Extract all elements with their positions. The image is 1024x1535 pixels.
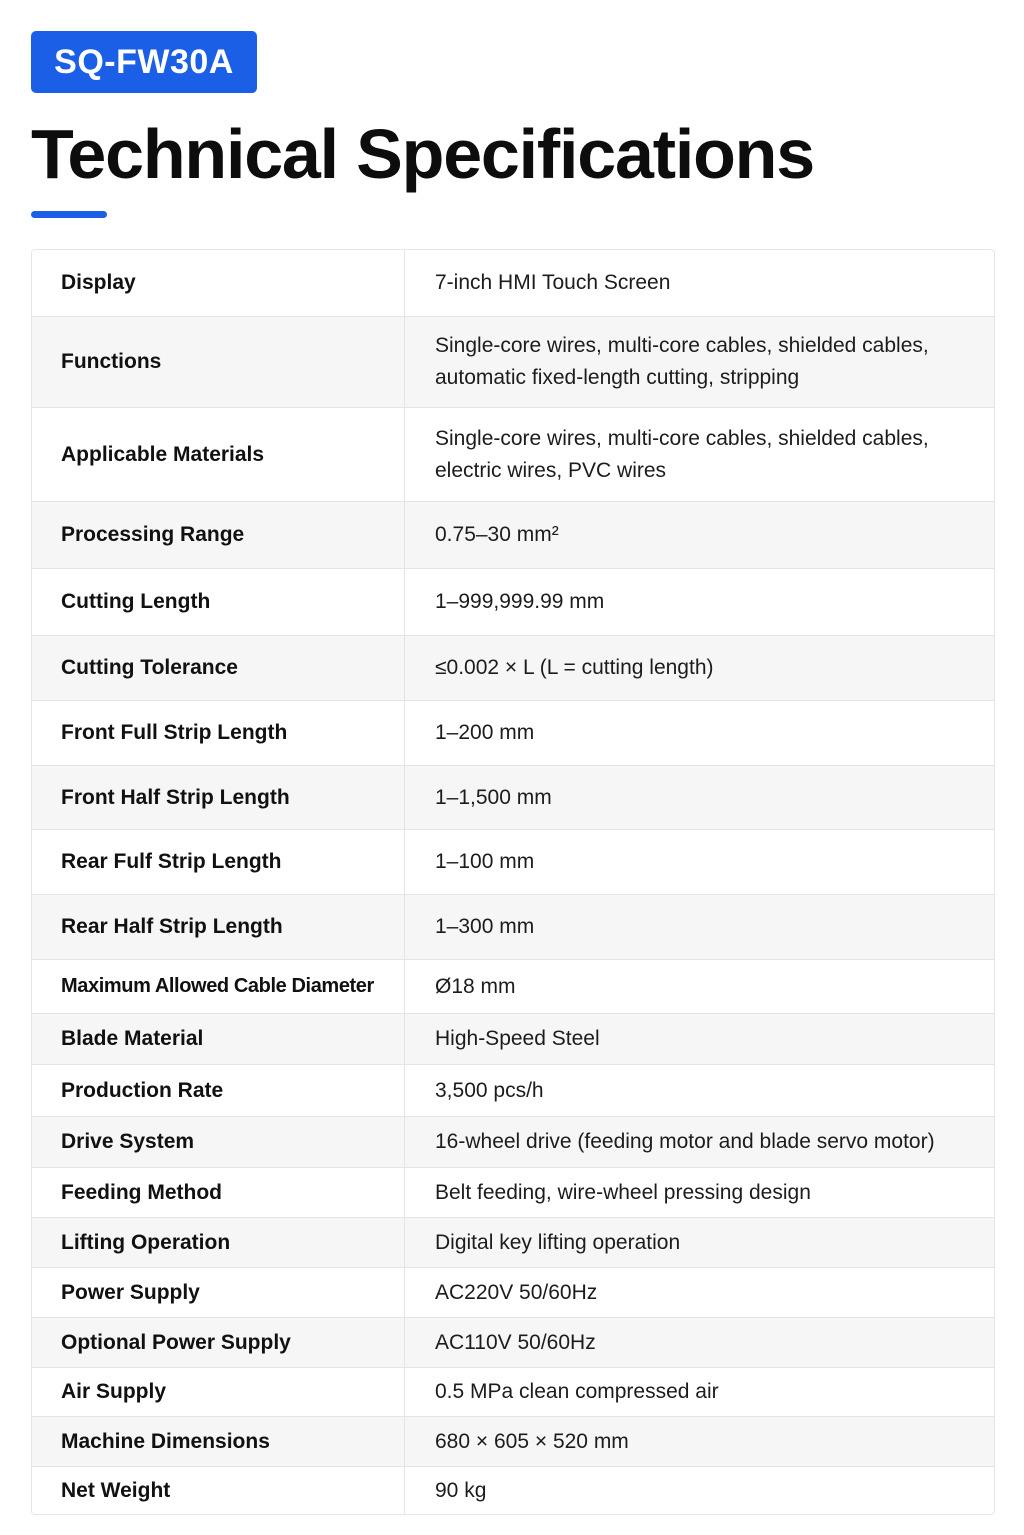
spec-label: Feeding Method — [32, 1168, 405, 1217]
spec-label: Applicable Materials — [32, 408, 405, 501]
spec-label: Rear Half Strip Length — [32, 895, 405, 959]
spec-row-rear-half-strip — [32, 894, 994, 959]
spec-value: AC220V 50/60Hz — [435, 1280, 598, 1304]
spec-value: Single-core wires, multi-core cables, shielded cables, electric wires, PVC wires — [435, 426, 929, 482]
spec-label: Production Rate — [32, 1065, 405, 1116]
spec-value: 1–200 mm — [435, 721, 535, 744]
spec-value: Belt feeding, wire-wheel pressing design — [435, 1180, 811, 1204]
spec-label: Optional Power Supply — [32, 1318, 405, 1367]
page-title: Technical Specifications — [31, 115, 814, 193]
spec-label: Maximum Allowed Cable Diameter — [32, 960, 405, 1013]
spec-value: 0.5 MPa clean compressed air — [435, 1380, 719, 1403]
spec-value: 16-wheel drive (feeding motor and blade servo motor) — [435, 1130, 935, 1153]
spec-row-drive-system — [32, 1116, 994, 1167]
spec-value: 1–1,500 mm — [435, 785, 552, 809]
spec-row-feeding-method — [32, 1167, 994, 1217]
spec-row-lifting-operation — [32, 1217, 994, 1267]
spec-value: Ø18 mm — [435, 974, 516, 998]
spec-label: Net Weight — [32, 1467, 405, 1514]
spec-value: 7-inch HMI Touch Screen — [435, 271, 671, 294]
spec-value: 90 kg — [435, 1478, 487, 1502]
spec-label: Front Half Strip Length — [32, 766, 405, 829]
spec-label: Air Supply — [32, 1368, 405, 1416]
spec-label: Cutting Length — [32, 569, 405, 635]
spec-label: Rear Fulf Strip Length — [32, 830, 405, 894]
title-underline — [31, 211, 107, 218]
spec-row-production-rate — [32, 1064, 994, 1116]
spec-label: Drive System — [32, 1117, 405, 1167]
spec-row-net-weight — [32, 1466, 994, 1514]
spec-row-applicable-materials — [32, 407, 994, 501]
spec-label: Lifting Operation — [32, 1218, 405, 1267]
spec-row-blade-material — [32, 1013, 994, 1064]
spec-value: 3,500 pcs/h — [435, 1078, 544, 1102]
spec-label: Power Supply — [32, 1268, 405, 1317]
spec-row-optional-power-supply — [32, 1317, 994, 1367]
spec-label: Front Full Strip Length — [32, 701, 405, 765]
spec-row-power-supply — [32, 1267, 994, 1317]
spec-value: 0.75–30 mm² — [435, 523, 559, 546]
spec-value: 1–999,999.99 mm — [435, 590, 605, 613]
spec-value: 1–100 mm — [435, 850, 535, 873]
spec-label: Cutting Tolerance — [32, 636, 405, 700]
spec-value: Digital key lifting operation — [435, 1230, 681, 1254]
spec-row-machine-dimensions — [32, 1416, 994, 1466]
spec-label: Display — [32, 250, 405, 316]
spec-row-display — [32, 250, 994, 316]
spec-row-front-full-strip — [32, 700, 994, 765]
spec-value: AC110V 50/60Hz — [435, 1330, 596, 1354]
spec-row-cutting-tolerance — [32, 635, 994, 700]
spec-label: Processing Range — [32, 502, 405, 568]
spec-row-max-cable-diameter — [32, 959, 994, 1013]
spec-value: ≤0.002 × L (L = cutting length) — [435, 656, 714, 679]
spec-label: Blade Material — [32, 1014, 405, 1064]
spec-row-processing-range — [32, 501, 994, 568]
spec-row-air-supply — [32, 1367, 994, 1416]
spec-table — [31, 249, 995, 1515]
spec-value: 680 × 605 × 520 mm — [435, 1429, 629, 1453]
spec-value: Single-core wires, multi-core cables, shielded cables, automatic fixed-length cutting, stripping — [435, 334, 929, 389]
spec-label: Machine Dimensions — [32, 1417, 405, 1466]
spec-label: Functions — [32, 317, 405, 407]
spec-row-rear-full-strip — [32, 829, 994, 894]
spec-value: High-Speed Steel — [435, 1027, 600, 1050]
spec-row-functions — [32, 316, 994, 407]
spec-row-cutting-length — [32, 568, 994, 635]
spec-row-front-half-strip — [32, 765, 994, 829]
spec-value: 1–300 mm — [435, 915, 535, 938]
model-badge: SQ-FW30A — [31, 31, 257, 93]
